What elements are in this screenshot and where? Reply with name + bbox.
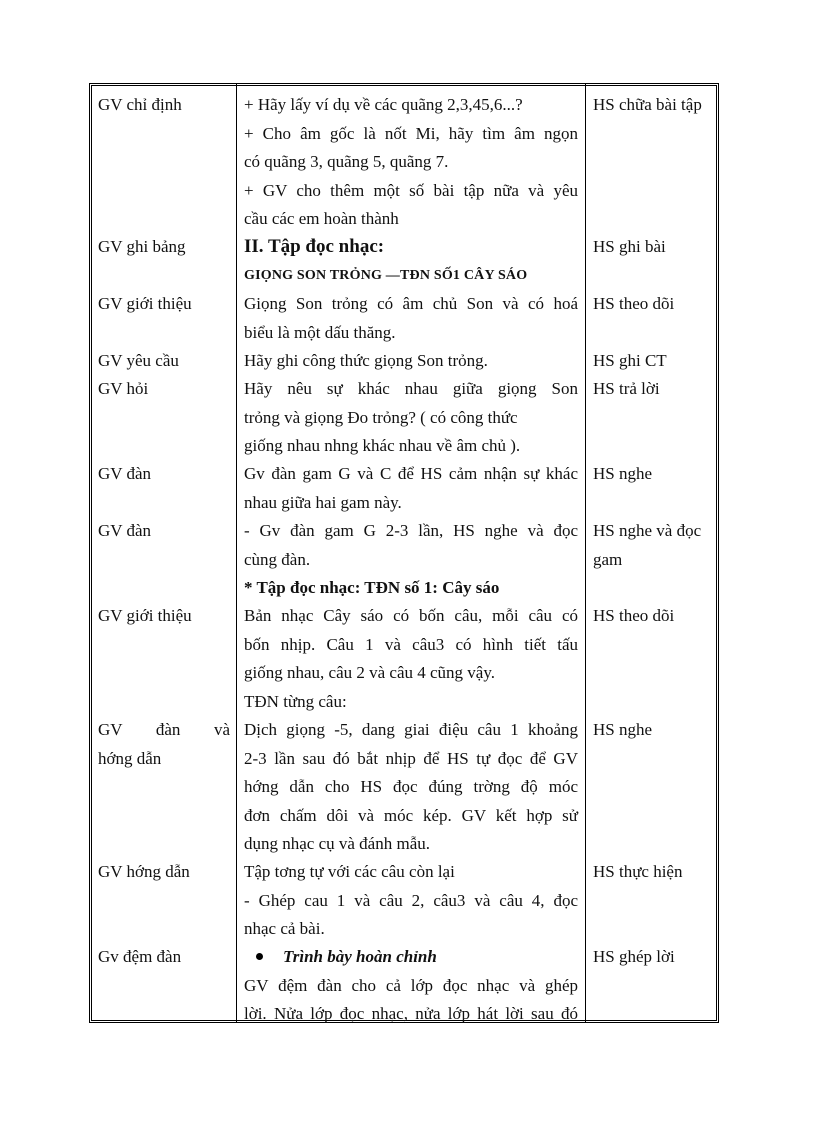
content-line: TĐN từng câu:: [244, 691, 347, 711]
teacher-activity-cell: [98, 716, 230, 773]
bullet-icon: [256, 953, 263, 960]
student-activity-text: HS theo dõi: [593, 294, 675, 313]
content-line: Giọng Son trỏng có âm chủ Son và có hoá: [244, 294, 578, 313]
content-cell: [244, 460, 578, 517]
content-cell: [244, 290, 578, 347]
section-subheading: GIỌNG SON TRỎNG —TĐN SỐ1 CÂY SÁO: [244, 267, 528, 283]
column-divider-2: [585, 83, 586, 1023]
bullet-item-text: Trình bày hoàn chỉnh: [283, 947, 437, 966]
content-line: cầu các em hoàn thành: [244, 209, 399, 229]
teacher-activity-word: GV: [98, 720, 123, 739]
content-cell: [244, 375, 578, 461]
student-activity-cell: [593, 517, 715, 574]
content-line: giống nhau nhng khác nhau về âm chủ ).: [244, 436, 521, 456]
content-cell: [244, 574, 578, 603]
student-activity-cell: [593, 460, 715, 489]
content-line: Bản nhạc Cây sáo có bốn câu, mỗi câu có: [244, 606, 578, 625]
teacher-activity-cell: [98, 858, 230, 887]
content-line: trỏng và giọng Đo trỏng? ( có công thức: [244, 407, 518, 427]
content-line: Hãy nêu sự khác nhau giữa giọng Son: [244, 379, 578, 398]
student-activity-text: HS chữa bài tập: [593, 95, 702, 114]
content-line: - Gv đàn gam G 2-3 lần, HS nghe và đọc: [244, 521, 578, 540]
teacher-activity-text: [98, 716, 230, 745]
content-cell: [244, 943, 578, 1029]
content-cell: [244, 716, 578, 859]
student-activity-text: gam: [593, 549, 623, 569]
content-line: + GV cho thêm một số bài tập nữa và yêu: [244, 180, 578, 200]
teacher-activity-text: GV hớng dẫn: [98, 862, 190, 881]
section-heading: * Tập đọc nhạc: TĐN số 1: Cây sáo: [244, 578, 500, 597]
student-activity-cell: [593, 290, 715, 319]
teacher-activity-text: GV giới thiệu: [98, 606, 192, 625]
student-activity-text: HS nghe và đọc: [593, 521, 702, 540]
section-heading: II. Tập đọc nhạc:: [244, 236, 385, 257]
teacher-activity-cell: [98, 290, 230, 319]
student-activity-cell: [593, 375, 715, 404]
content-line: - Ghép cau 1 và câu 2, câu3 và câu 4, đọc: [244, 890, 578, 910]
content-line: bốn nhịp. Câu 1 và câu3 có hình tiết tấu: [244, 634, 578, 654]
content-cell: [244, 858, 578, 944]
teacher-activity-text: GV hỏi: [98, 379, 149, 398]
student-activity-text: HS trả lời: [593, 379, 660, 398]
teacher-activity-cell: [98, 460, 230, 489]
content-line: 2-3 lần sau đó bắt nhịp để HS tự đọc để GV: [244, 748, 578, 768]
student-activity-text: HS ghép lời: [593, 947, 675, 966]
teacher-activity-text: GV ghi bảng: [98, 237, 186, 256]
teacher-activity-text: GV chỉ định: [98, 95, 182, 114]
teacher-activity-text: Gv đệm đàn: [98, 947, 182, 966]
content-line: Tập tơng tự với các câu còn lại: [244, 862, 455, 881]
content-line: đơn chấm dôi và móc kép. GV kết hợp sử: [244, 805, 578, 825]
content-line: nhau giữa hai gam này.: [244, 492, 402, 512]
teacher-activity-word: và: [213, 720, 230, 739]
student-activity-text: HS nghe: [593, 720, 653, 739]
teacher-activity-cell: [98, 517, 230, 546]
student-activity-text: HS nghe: [593, 464, 653, 483]
content-line: Hãy ghi công thức giọng Son trỏng.: [244, 351, 488, 370]
student-activity-text: HS ghi bài: [593, 237, 666, 256]
student-activity-text: HS thực hiện: [593, 862, 683, 881]
teacher-activity-word: đàn: [155, 720, 181, 739]
student-activity-text: HS theo dõi: [593, 606, 675, 625]
content-line: + Hãy lấy ví dụ về các quãng 2,3,45,6...?: [244, 95, 523, 114]
teacher-activity-cell: [98, 375, 230, 404]
content-line: nhạc cả bài.: [244, 919, 325, 939]
teacher-activity-text: GV đàn: [98, 464, 152, 483]
student-activity-cell: [593, 602, 715, 631]
student-activity-cell: [593, 347, 715, 376]
teacher-activity-cell: [98, 347, 230, 376]
student-activity-cell: [593, 943, 715, 972]
teacher-activity-cell: [98, 602, 230, 631]
content-cell: [244, 347, 578, 376]
teacher-activity-cell: [98, 233, 230, 262]
student-activity-cell: [593, 233, 715, 262]
content-line: có quãng 3, quãng 5, quãng 7.: [244, 152, 449, 172]
content-cell: [244, 517, 578, 574]
teacher-activity-text: hớng dẫn: [98, 748, 162, 768]
teacher-activity-text: GV yêu cầu: [98, 351, 179, 370]
column-divider-1: [236, 83, 237, 1023]
content-line: cùng đàn.: [244, 549, 311, 569]
student-activity-cell: [593, 91, 715, 120]
content-line: biểu là một dấu thăng.: [244, 322, 396, 342]
student-activity-cell: [593, 858, 715, 887]
content-line: + Cho âm gốc là nốt Mi, hãy tìm âm ngọn: [244, 123, 578, 143]
student-activity-cell: [593, 716, 715, 745]
content-line: hớng dẫn cho HS đọc đúng trờng độ móc: [244, 777, 578, 797]
teacher-activity-text: GV giới thiệu: [98, 294, 192, 313]
bullet-item: [244, 943, 578, 972]
content-line: lời. Nửa lớp đọc nhạc, nửa lớp hát lời sau đó: [244, 1004, 578, 1024]
student-activity-text: HS ghi CT: [593, 351, 667, 370]
content-cell: [244, 233, 578, 290]
teacher-activity-cell: [98, 91, 230, 120]
teacher-activity-cell: [98, 943, 230, 972]
content-cell: [244, 91, 578, 234]
content-line: dụng nhạc cụ và đánh mẫu.: [244, 834, 430, 854]
content-line: GV đệm đàn cho cả lớp đọc nhạc và ghép: [244, 975, 578, 995]
content-line: giống nhau, câu 2 và câu 4 cũng vậy.: [244, 663, 495, 683]
content-line: Dịch giọng -5, dang giai điệu câu 1 khoảng: [244, 720, 578, 739]
teacher-activity-text: GV đàn: [98, 521, 152, 540]
content-line: Gv đàn gam G và C để HS cảm nhận sự khác: [244, 464, 578, 483]
content-cell: [244, 602, 578, 716]
